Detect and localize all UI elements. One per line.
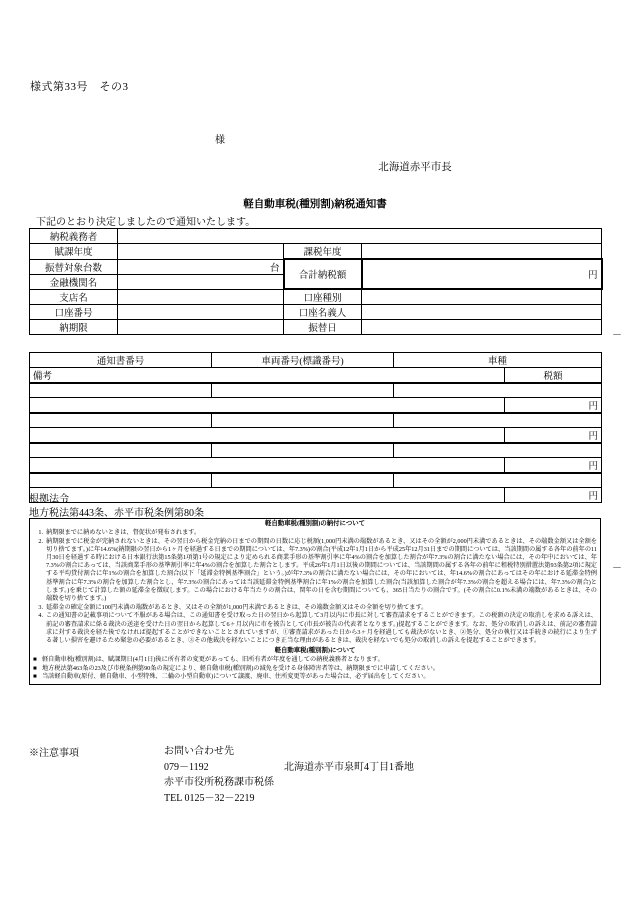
bullet-text: 軽自動車税(種別割)は、賦課期日(4月1日)後に所有者の変更があっても、旧所有者が年度を通しての納税義務者となります。 [42, 656, 384, 664]
transfer-count-label: 振替対象台数 [30, 259, 118, 274]
cell-vehicle-number[interactable] [212, 413, 394, 428]
bullet-text: 地方税法第463条の23及び市税条例第90条の規定により、軽自動車税(種別割)の減免を受ける身体障害者等は、納期限までに申請してください。 [42, 664, 440, 672]
bank-name-value[interactable] [118, 274, 284, 289]
account-holder-label: 口座名義人 [284, 305, 362, 320]
cell-remarks[interactable] [30, 428, 505, 444]
note-item [33, 612, 597, 645]
table-row [30, 398, 602, 414]
due-date-label: 納期限 [30, 320, 118, 335]
cell-remarks[interactable] [30, 488, 505, 503]
note-item [33, 538, 597, 604]
postal-code: 079－1192 [164, 761, 209, 773]
note-text: 納期限までに納めないときは、督促状が発布されます。 [46, 528, 201, 536]
bullet-text: 当該軽自動車(原付、軽自動車、小型特殊、二輪の小型自動車)について譲渡、廃車、住所変更等があった場合は、必ず届出をしてください。 [42, 673, 430, 681]
account-type-value[interactable] [362, 289, 602, 305]
table-row [30, 320, 602, 335]
col-tax-amount: 税額 [505, 368, 602, 384]
note-text: 延滞金の確定金額に100円未満の端数があるとき、又はその全額が1,000円未満であるときは、その端数金額又はその全額を切り捨てます。 [46, 603, 428, 611]
table-row [30, 428, 602, 444]
col-vehicle-number: 車両番号(標識番号) [212, 353, 394, 368]
note-text: 納期限までに税金が完納されないときは、その翌日から税金完納の日までの期間の日数に応じ税額(1,000円未満の端数があるとき、又はその全額が2,000円未満であるときは、その端数金額又は全額を切り捨てます。)に年14.6%(納期限の翌日から1ヶ月を経過する日までの期間については、年7.3%)の割合(平成12年1月1日から平成25年12月31日までの期間については、当該期間の属する各年の前年の11月30日を経過する時における日本銀行法第15条第1項第1号の規定により定められる商業手形の基準割引率に年4%の割合を加算した割合が年7.3%の割合に満たない場合には、その年中においては、年7.3%の割合にあっては、当該商業手形の基準割引率に年4%の割合を加算した割合とします。平成26年1月1日以後の期間については、当該期間の属する各年の前年に租税特別措置法第93条第2項に規定する平均貸付割合に年1%の割合を加算した割合(以下「延滞金特例基準割合」という。)が年7.3%の割合に満たない場合には、その年においては、年14.6%の割合にあってはその年における延滞金特例基準割合に年7.3%の割合を加算した割合とし、年7.3%の割合にあっては当該延滞金特例基準割合に年1%の割合を加算した割合(当該加算した割合が年7.3%の割合を超える場合には、年7.3%の割合)とします。)を乗じて計算した額の延滞金を徴収します。この場合における年当たりの割合は、閏年の日を含む期間についても、365日当たりの割合です。(その割合に0.1%未満の端数があるときは、その端数を切り捨てます。) [46, 537, 597, 602]
account-type-label: 口座種別 [284, 289, 362, 305]
cell-vehicle-number[interactable] [212, 473, 394, 488]
cell-notice-number[interactable] [30, 473, 212, 488]
cell-vehicle-type[interactable] [394, 443, 602, 458]
note-number: 2. [38, 537, 43, 545]
payment-notes-box [29, 518, 601, 685]
side-dash-mark: － [612, 330, 622, 341]
issuer-name: 北海道赤平市長 [378, 162, 452, 173]
cell-notice-number[interactable] [30, 443, 212, 458]
square-bullet-icon: ■ [33, 664, 37, 672]
cell-vehicle-type[interactable] [394, 413, 602, 428]
tax-year-value[interactable] [362, 244, 602, 260]
note-number: 4. [38, 612, 43, 620]
vehicle-table-header-row [30, 353, 602, 368]
cell-notice-number[interactable] [30, 383, 212, 398]
table-row [30, 229, 602, 244]
table-row [30, 443, 602, 458]
taxpayer-value[interactable] [118, 229, 602, 244]
addressee-suffix: 様 [215, 135, 225, 146]
telephone-number: TEL 0125－32－2219 [164, 792, 255, 804]
table-row [30, 488, 602, 503]
col-notice-number: 通知書番号 [30, 353, 212, 368]
vehicle-tax-table [29, 352, 602, 503]
transfer-date-label: 振替日 [284, 320, 362, 335]
contact-block [164, 744, 601, 806]
bullet-item [33, 656, 597, 664]
office-department: 赤平市役所税務課市税係 [164, 777, 274, 788]
levy-year-label: 賦課年度 [30, 244, 118, 260]
table-row [30, 413, 602, 428]
table-row [30, 473, 602, 488]
note-item [33, 604, 597, 612]
tax-year-label: 課税年度 [284, 244, 362, 260]
cell-notice-number[interactable] [30, 413, 212, 428]
table-row [30, 244, 602, 260]
contact-heading: お問い合わせ先 [164, 746, 234, 757]
table-row [30, 458, 602, 474]
bank-name-label: 金融機関名 [30, 274, 118, 289]
account-number-label: 口座番号 [30, 305, 118, 320]
footer-row [29, 744, 601, 806]
account-holder-value[interactable] [362, 305, 602, 320]
office-address: 北海道赤平市泉町4丁目1番地 [284, 761, 414, 773]
form-number: 様式第33号 その3 [30, 81, 129, 93]
lead-text: 下記のとおり決定しましたので通知いたします。 [36, 217, 256, 228]
transfer-date-value[interactable] [362, 320, 602, 335]
cell-remarks[interactable] [30, 398, 505, 414]
taxpayer-label: 納税義務者 [30, 229, 118, 244]
vehicle-table-subheader-row [30, 368, 602, 384]
note-number: 1. [38, 528, 43, 536]
taxpayer-info-table [29, 228, 603, 335]
cell-vehicle-type[interactable] [394, 473, 602, 488]
side-dash-mark: － [612, 563, 622, 574]
total-tax-label: 合計納税額 [284, 259, 362, 289]
levy-year-value[interactable] [118, 244, 284, 260]
cell-tax-amount[interactable]: 円 [505, 488, 602, 503]
account-number-value[interactable] [118, 305, 284, 320]
cell-vehicle-number[interactable] [212, 383, 394, 398]
due-date-value[interactable] [118, 320, 284, 335]
cell-tax-amount[interactable]: 円 [505, 458, 602, 474]
cell-tax-amount[interactable]: 円 [505, 398, 602, 414]
notice-label: ※注意事項 [29, 748, 79, 759]
transfer-count-value[interactable]: 台 [118, 259, 284, 274]
cell-vehicle-type[interactable] [394, 383, 602, 398]
bullet-item [33, 673, 597, 681]
table-row [30, 383, 602, 398]
square-bullet-icon: ■ [33, 673, 37, 681]
table-row [30, 259, 602, 274]
cell-vehicle-number[interactable] [212, 443, 394, 458]
vehicle-tax-about-title: 軽自動車税(種別割)について [274, 647, 356, 655]
square-bullet-icon: ■ [33, 656, 37, 664]
footer-section [29, 744, 601, 806]
postal-address-row [164, 760, 601, 776]
note-number: 3. [38, 603, 43, 611]
notes-title: 軽自動車税(種別割)の納付について [265, 520, 365, 527]
branch-name-label: 支店名 [30, 289, 118, 305]
table-row [30, 305, 602, 320]
branch-name-value[interactable] [118, 289, 284, 305]
cell-remarks[interactable] [30, 458, 505, 474]
total-tax-value[interactable]: 円 [362, 259, 602, 289]
col-remarks: 備考 [30, 368, 505, 384]
table-row [30, 289, 602, 305]
cell-tax-amount[interactable]: 円 [505, 428, 602, 444]
document-title: 軽自動車税(種別割)納税通知書 [243, 199, 387, 210]
col-vehicle-type: 車種 [394, 353, 602, 368]
basis-law-label: 根拠法令 [29, 494, 69, 505]
basis-law-text: 地方税法第443条、赤平市税条例第80条 [29, 508, 204, 519]
note-item [33, 529, 597, 537]
bullet-item [33, 665, 597, 673]
note-text: この通知書の記載事項について不服がある場合は、この通知書を受け取った日の翌日から起算して3月以内に市長に対して審査請求をすることができます。この税額の決定の取消しを求める訴えは、前記の審査請求に係る裁決の送達を受けた日の翌日から起算して6ヶ月以内に市を被告として(市長が被告の代表者となります。)提起することができます。なお、処分の取消しの訴えは、前記の審査請求に対する裁決を経た後でなければ提起することができないこととされていますが、①審査請求があった日から3ヶ月を経過しても裁決がないとき、②処分、処分の執行又は手続きの続行により生ずる著しい損害を避けるため緊急の必要があるとき、③その他裁決を経ないことにつき正当な理由があるときは、裁決を経ないでも処分の取消しの訴えを提起することができます。 [46, 612, 597, 644]
